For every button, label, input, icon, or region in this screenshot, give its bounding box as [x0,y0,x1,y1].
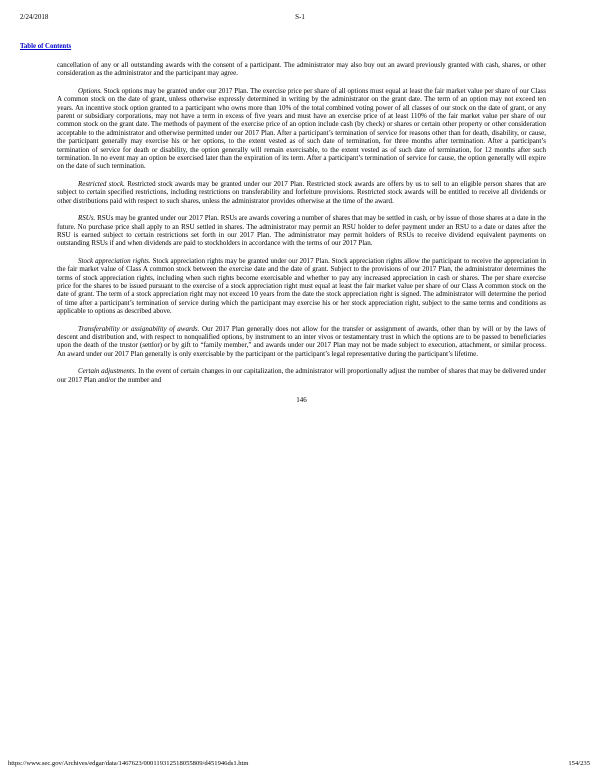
paragraph-lead: Stock appreciation rights. [78,256,153,265]
paragraph-lead: Transferability or assignability of awards. [78,324,202,333]
paragraph-options [57,87,546,171]
paragraph-text: RSUs may be granted under our 2017 Plan. RSUs are awards covering a number of shares that may be settled in cash, or by issue of those shares at a date in the future. No purchase price shall apply to an RSU settled in shares. The administrator may permit an RSU holder to defer payment under an RSU to a date or dates after the RSU is earned subject to certain restrictions set forth in our 2017 Plan. The administrator may permit holders of RSUs to receive dividend equivalent payments on outstanding RSUs if and when dividends are paid to stockholders in accordance with the terms of our 2017 Plan. [57,214,546,248]
footer-page-indicator: 154/235 [568,760,590,767]
table-of-contents-link[interactable]: Table of Contents [20,43,72,50]
paragraph-lead: Certain adjustments. [78,367,139,376]
footer-url: https://www.sec.gov/Archives/edgar/data/1467623/000119312518055809/d451946ds1.htm [8,760,249,767]
paragraph-text: cancellation of any or all outstanding awards with the consent of a participant. The administrator may also buy out an award previously granted with cash, shares, or other consideration as the administrator and the participant may agree. [57,61,546,78]
paragraph-lead: Restricted stock. [78,179,128,188]
paragraph-text: Our 2017 Plan generally does not allow for the transfer or assignment of awards, other than by will or by the laws of descent and distribution and, with respect to nonqualified options, by instrument to an inter vivos or testamentary trust in which the options are to be passed to beneficiaries upon the death of the trustor (settlor) or by gift to “family member,” and awards under our 2017 Plan may not be made subject to execution, attachment, or similar process. An award under our 2017 Plan generally is only exercisable by the participant or the participant’s legal representative during the participant’s lifetime. [57,324,546,358]
paragraph-lead: RSUs. [78,214,98,223]
header-form-type: S-1 [295,13,305,21]
print-header [20,13,580,23]
paragraph-text: Restricted stock awards may be granted under our 2017 Plan. Restricted stock awards are offers by us to sell to an eligible person shares that are subject to certain specified restrictions, including restrictions on transferability and forfeiture provisions. Restricted stock awards will be entitled to receive all dividends or other distributions paid with respect to such shares, unless the administrator provides otherwise at the time of the award. [57,179,546,205]
paragraph-text: Stock appreciation rights may be granted under our 2017 Plan. Stock appreciation rights allow the participant to receive the appreciation in the fair market value of Class A common stock between the exercise date and the date of grant. Subject to the provisions of our 2017 Plan, the administrator determines the terms of stock appreciation rights, including when such rights become exercisable and whether to pay any increased appreciation in cash or shares. The per share exercise price for the shares to be issued pursuant to the exercise of a stock appreciation right must equal at least the fair market value per share of our Class A common stock on the date of grant. The term of a stock appreciation right may not exceed 10 years from the date the stock appreciation right is signed. The administrator will determine the period of time after a participant’s termination of service during which the participant may exercise his or her stock appreciation right, subject to the same terms and conditions as applicable to options as described above. [57,256,546,316]
paragraph-restricted-stock [57,180,546,205]
print-footer [8,760,590,767]
paragraph-continuation [57,61,546,78]
paragraph-rsus [57,214,546,248]
paragraph-lead: Options. [78,86,104,95]
paragraph-text: Stock options may be granted under our 2017 Plan. The exercise price per share of all options must equal at least the fair market value per share of our Class A common stock on the date of grant, unless otherwise expressly determined in writing by the administrator on the grant date. The term of an option may not exceed ten years. An incentive stock option granted to a participant who owns more than 10% of the total combined voting power of all classes of our stock on the date of grant, or any parent or subsidiary corporations, may not have a term in excess of five years and must have an exercise price of at least 110% of the fair market value per share of our common stock on the grant date. The methods of payment of the exercise price of an option include cash (by check) or shares or certain other property or other consideration acceptable to the administrator and otherwise permitted under our 2017 Plan. After a participant’s termination of service for reasons other than for death, disability, or cause, the participant generally may exercise his or her options, to the extent vested as of such date of termination, for three months after termination. After a participant’s termination of service for death or disability, the option generally will remain exercisable, to the extent vested as of such date of termination, for 12 months after such termination. In no event may an option be exercised later than the expiration of its term. After a participant’s termination of service for cause, the option generally will expire on the date of such termination. [57,86,547,171]
paragraph-stock-appreciation-rights [57,257,546,316]
paragraph-transferability [57,325,546,359]
page-number: 146 [296,396,307,404]
header-date: 2/24/2018 [20,13,49,21]
paragraph-certain-adjustments [57,367,546,384]
paragraph-text: In the event of certain changes in our capitalization, the administrator will proportionally adjust the number of shares that may be delivered under our 2017 Plan and/or the number and [57,367,546,384]
document-body [57,61,546,404]
